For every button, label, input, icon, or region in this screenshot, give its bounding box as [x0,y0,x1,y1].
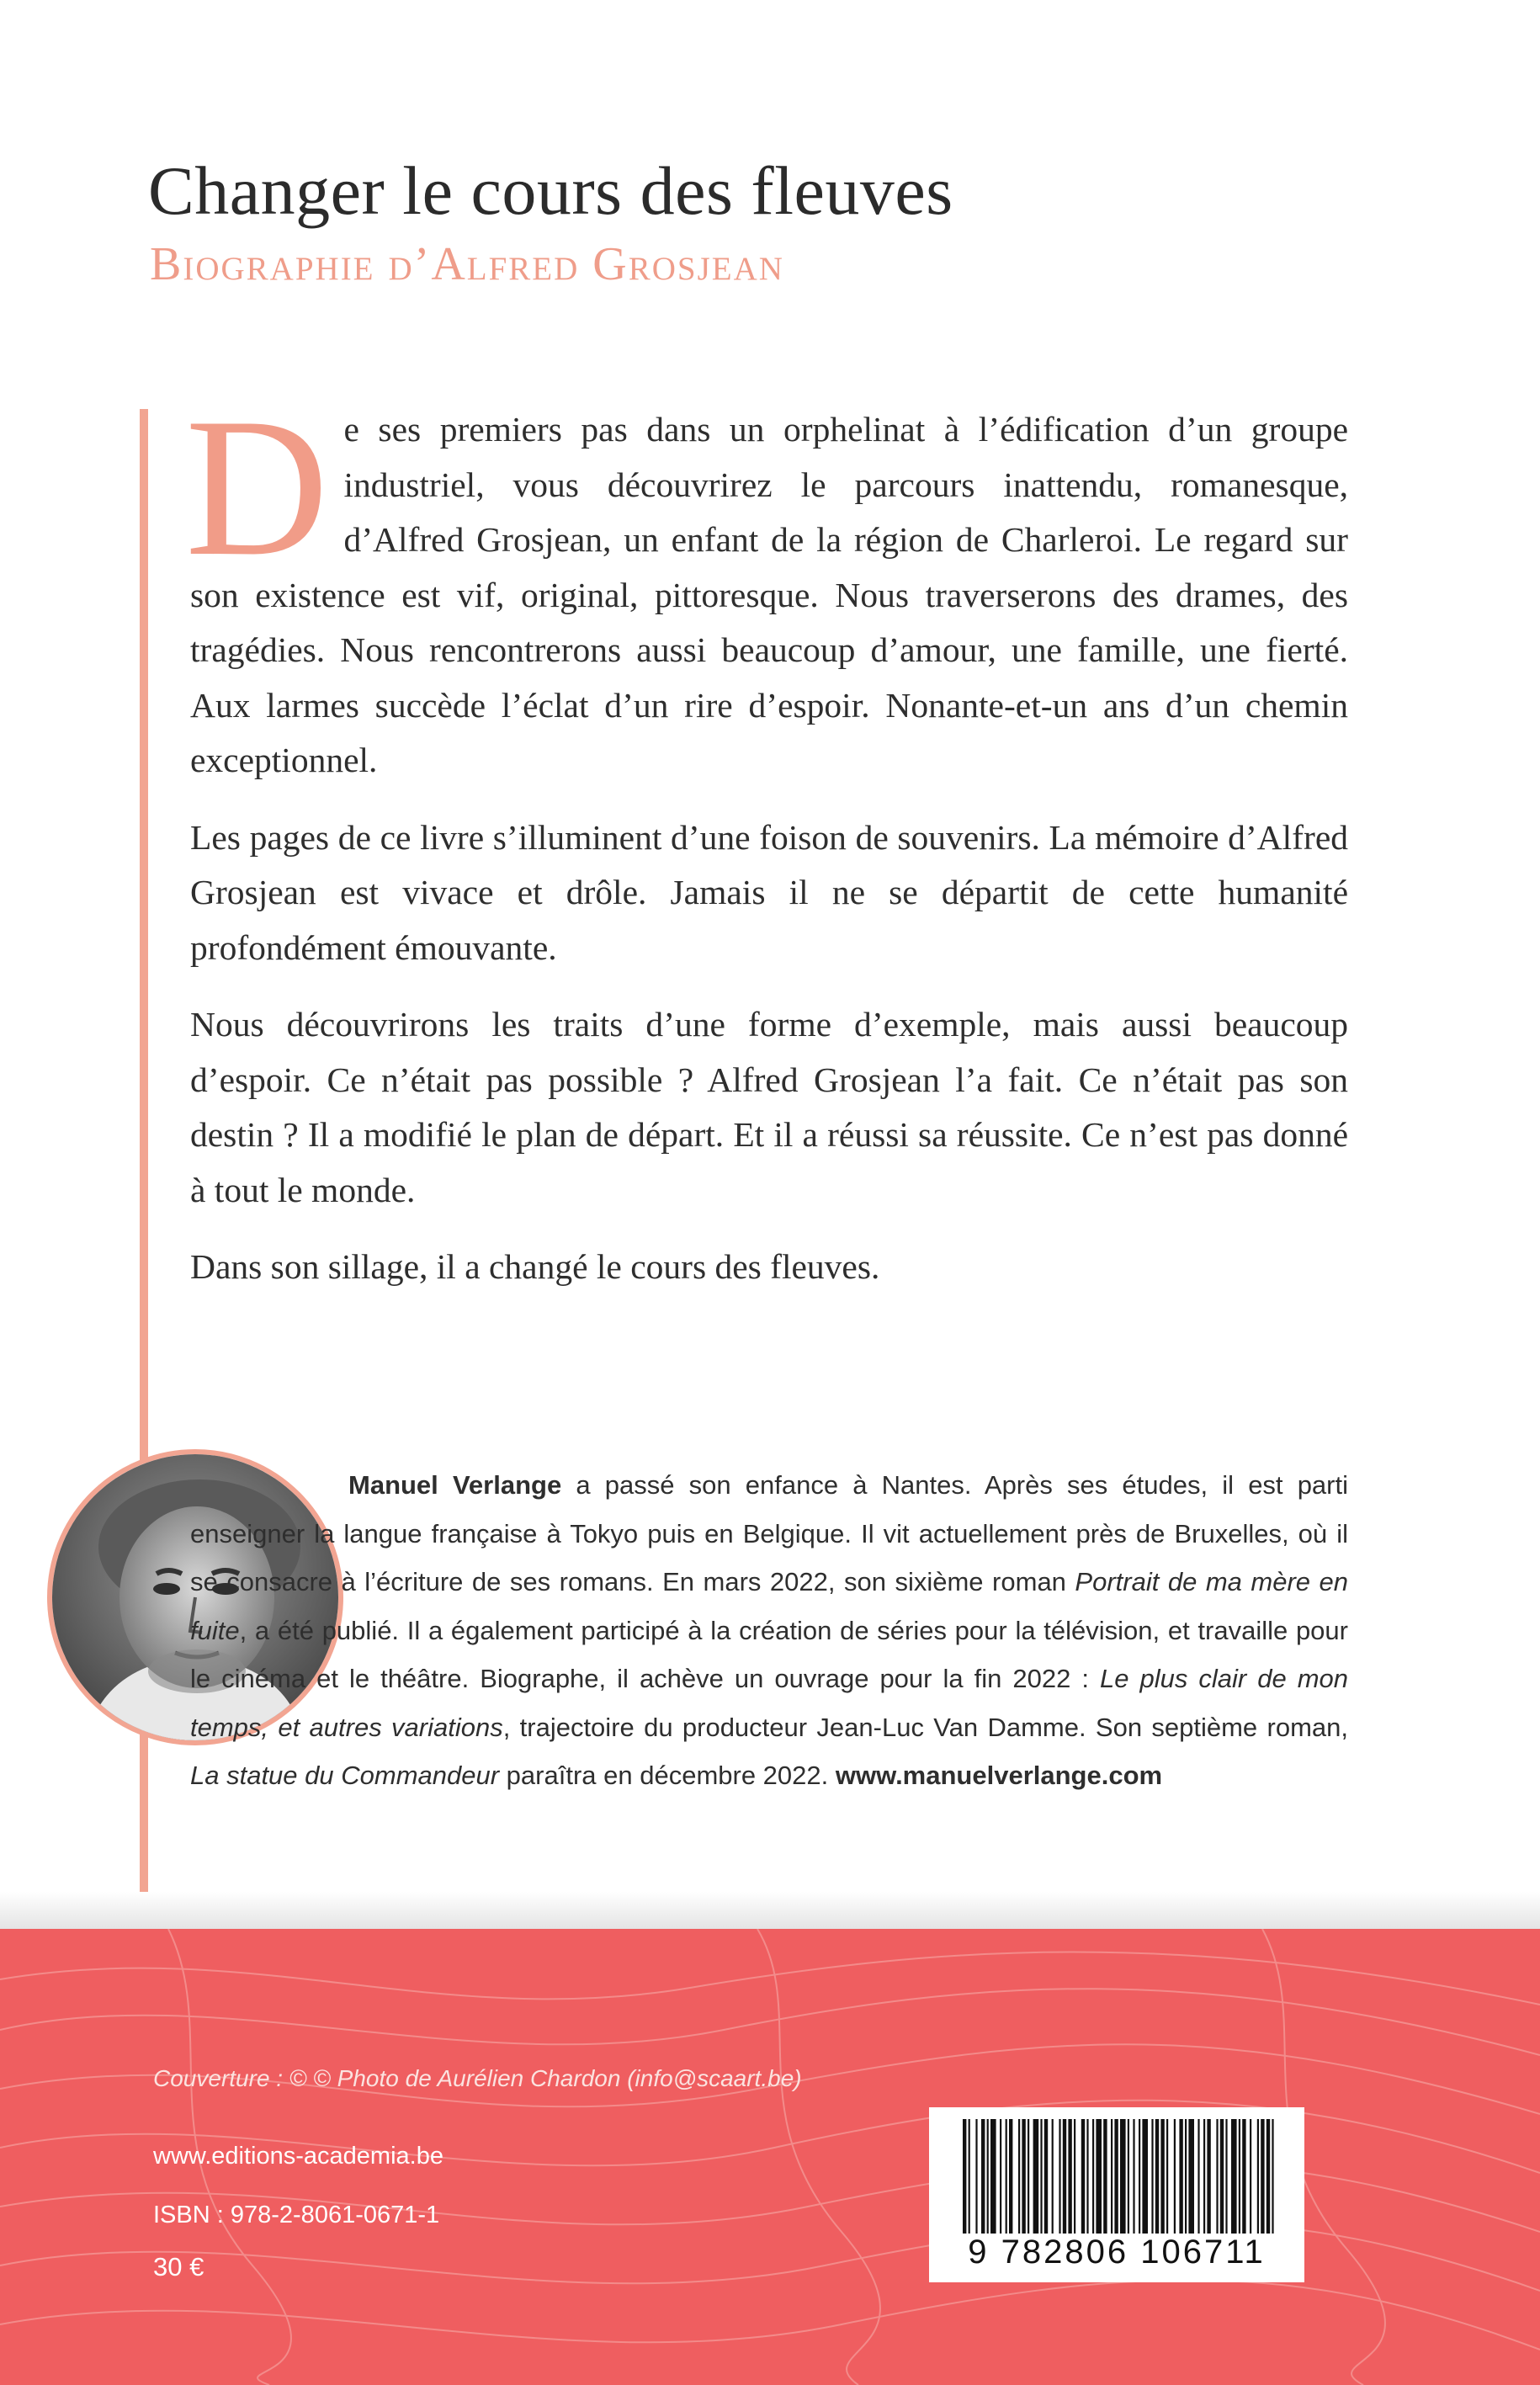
barcode-bar [1009,2119,1012,2234]
author-bio-part-3: , trajectoire du producteur Jean-Luc Van Damme. Son septième roman, [502,1712,1348,1742]
barcode-bar [1231,2119,1237,2234]
author-book-3: La statue du Commandeur [190,1761,500,1790]
author-name: Manuel Verlange [348,1470,562,1500]
barcode [929,2107,1304,2282]
blurb-paragraph-4: Dans son sillage, il a changé le cours des fleuves. [190,1247,880,1286]
blurb-text-1: e ses premiers pas dans un orphelinat à l’édification d’un groupe industriel, vous découvrirez le parcours inattendu, romanesque, d’Alfred Grosjean, un enfant de la région de Charleroi. Le regard sur son existence est vif, original, pittoresque. Nous traverserons des drames, des tragédies. Nous rencontrerons aussi beaucoup d’amour, une famille, une fierté. Aux larmes succède l’éclat d’un rire d’espoir. Nonante-et-un ans d’un chemin exceptionnel. [190,410,1348,779]
barcode-bar [1203,2119,1205,2234]
blurb-paragraph-1 [185,378,1348,789]
barcode-bar [1033,2119,1039,2234]
barcode-bar [1272,2119,1273,2234]
barcode-bar [1239,2119,1240,2234]
barcode-bar [1128,2119,1129,2234]
barcode-bar [1006,2119,1007,2234]
barcode-bar [1155,2119,1159,2234]
barcode-bar [1188,2119,1194,2234]
barcode-bar [1250,2119,1251,2234]
barcode-bar [1207,2119,1210,2234]
barcode-bar [1052,2119,1054,2234]
barcode-bar [1151,2119,1153,2234]
barcode-bar [1000,2119,1001,2234]
barcode-bar [981,2119,985,2234]
author-bio-part-1: a passé son enfance à Nantes. Après ses études, il est parti enseigner la langue française à Tokyo puis en Belgique. Il vit actuellement près de Bruxelles, où il se consacre à l’écriture de ses romans. En mars 2022, son sixième roman [190,1470,1349,1596]
barcode-bar [1040,2119,1042,2234]
barcode-bar [1179,2119,1182,2234]
barcode-bar [987,2119,989,2234]
barcode-bar [1063,2119,1066,2234]
barcode-digits: 9 782806 106711 [968,2234,1266,2271]
barcode-bar [1139,2119,1140,2234]
barcode-bar [1081,2119,1085,2234]
barcode-bar [1044,2119,1048,2234]
barcode-bar [1086,2119,1088,2234]
barcode-bar [1022,2119,1025,2234]
author-bio-part-4: paraîtra en décembre 2022. [499,1761,836,1790]
barcode-bar [1142,2119,1148,2234]
barcode-bar [969,2119,970,2234]
blurb-paragraph-2: Les pages de ce livre s’illuminent d’une foison de souvenirs. La mémoire d’Alfred Grosjean est vivace et drôle. Jamais il ne se départit de cette humanité profondément émouvante. [190,817,1348,967]
footer-shadow [0,1892,1540,1929]
author-book-1: Portrait de ma mère en fuite [190,1567,1348,1645]
barcode-bar [1111,2119,1113,2234]
barcode-bar [1242,2119,1245,2234]
publisher-website[interactable]: www.editions-academia.be [153,2143,443,2170]
barcode-bar [1028,2119,1029,2234]
barcode-bar [1096,2119,1102,2234]
barcode-bar [1257,2119,1259,2234]
barcode-bar [1120,2119,1126,2234]
barcode-bar [1185,2119,1187,2234]
barcode-bar [1092,2119,1094,2234]
barcode-bar [1018,2119,1020,2234]
cover-credit: Couverture : © © Photo de Aurélien Chardon (info@scaart.be) [153,2065,802,2091]
author-website-link[interactable]: www.manuelverlange.com [835,1761,1163,1790]
barcode-bar [1160,2119,1164,2234]
blurb-paragraph-3: Nous découvrirons les traits d’une forme d’exemple, mais aussi beaucoup d’espoir. Ce n’était pas possible ? Alfred Grosjean l’a fait. Ce n’était pas son destin ? Il a modifié le plan de départ. Et il a réussi sa réussite. Ce n’est pas donné à tout le monde. [190,1005,1348,1209]
blurb [185,378,1348,1317]
isbn: ISBN : 978-2-8061-0671-1 [153,2202,440,2228]
barcode-bar [990,2119,996,2234]
barcode-bar [1133,2119,1134,2234]
barcode-bar [1166,2119,1168,2234]
book-subtitle: Biographie d’Alfred Grosjean [150,238,784,290]
barcode-bar [963,2119,966,2234]
author-bio-part-2: , a été publié. Il a également participé à la création de séries pour la télévision, et travaille pour le cinéma et le théâtre. Biographe, il achève un ouvrage pour la fin 2022 : [190,1615,1348,1693]
barcode-bar [1074,2119,1075,2234]
barcode-bar [1267,2119,1270,2234]
barcode-bar [1059,2119,1060,2234]
drop-cap: D [185,378,329,598]
barcode-bar [1216,2119,1218,2234]
barcode-bar [1068,2119,1071,2234]
author-book-2: Le plus clair de mon temps, et autres variations [190,1664,1348,1742]
barcode-bar [1225,2119,1227,2234]
author-bio [190,1461,1348,1800]
barcode-bar [1103,2119,1107,2234]
barcode-bar [975,2119,977,2234]
book-title: Changer le cours des fleuves [148,152,953,229]
price: 30 € [153,2252,204,2281]
barcode-bar [1261,2119,1264,2234]
barcode-bar [1220,2119,1224,2234]
barcode-icon [929,2107,1304,2234]
barcode-bar [1114,2119,1118,2234]
barcode-bar [1174,2119,1176,2234]
barcode-bar [1197,2119,1199,2234]
